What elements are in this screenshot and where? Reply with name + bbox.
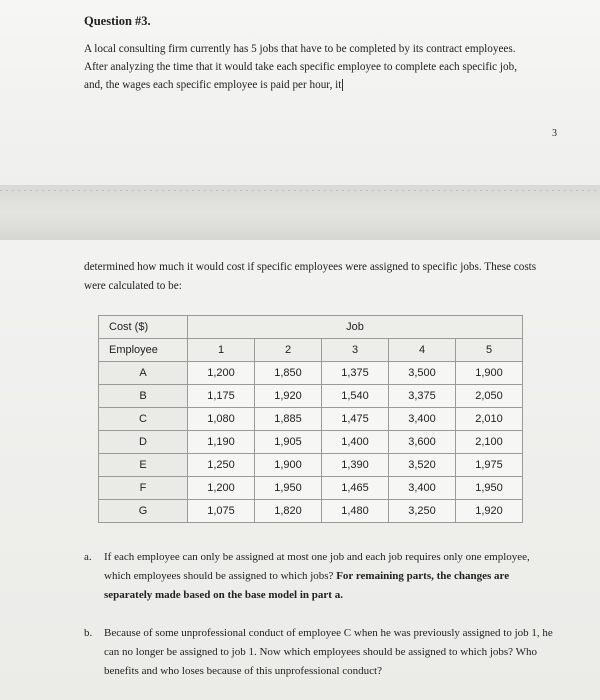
part-a-body bbox=[104, 548, 554, 605]
employee-label: E bbox=[99, 454, 188, 477]
question-intro bbox=[84, 40, 534, 94]
cost-cell: 3,400 bbox=[389, 477, 456, 500]
table-row bbox=[99, 477, 523, 500]
employee-label: B bbox=[99, 385, 188, 408]
cost-cell: 3,600 bbox=[389, 431, 456, 454]
table-row bbox=[99, 385, 523, 408]
cost-cell: 1,905 bbox=[255, 431, 322, 454]
part-b bbox=[84, 624, 554, 681]
cost-cell: 1,475 bbox=[322, 408, 389, 431]
employee-label: C bbox=[99, 408, 188, 431]
question-title: Question #3. bbox=[84, 14, 151, 28]
cost-cell: 1,480 bbox=[322, 500, 389, 523]
cost-cell: 2,050 bbox=[456, 385, 523, 408]
job-numbers-row bbox=[99, 339, 523, 362]
part-a-bold-note: For remaining parts, the changes are separately made based on the base model in part a. bbox=[104, 570, 510, 601]
job-number-header: 2 bbox=[255, 339, 322, 362]
job-group-header: Job bbox=[188, 316, 523, 339]
cost-cell: 1,540 bbox=[322, 385, 389, 408]
cost-cell: 1,250 bbox=[188, 454, 255, 477]
job-number-header: 4 bbox=[389, 339, 456, 362]
table-row bbox=[99, 500, 523, 523]
table-row bbox=[99, 362, 523, 385]
job-number-header: 1 bbox=[188, 339, 255, 362]
table-row bbox=[99, 431, 523, 454]
job-number-header: 3 bbox=[322, 339, 389, 362]
cost-cell: 2,100 bbox=[456, 431, 523, 454]
cost-cell: 1,175 bbox=[188, 385, 255, 408]
question-continuation: determined how much it would cost if specific employees were assigned to specific jobs. These costs were calculated to be: bbox=[84, 261, 537, 292]
cost-cell: 3,520 bbox=[389, 454, 456, 477]
cost-cell: 3,400 bbox=[389, 408, 456, 431]
cost-cell: 1,400 bbox=[322, 431, 389, 454]
page-number: 3 bbox=[552, 128, 557, 139]
employee-label: A bbox=[99, 362, 188, 385]
table-row bbox=[99, 454, 523, 477]
cost-cell: 1,920 bbox=[255, 385, 322, 408]
job-number-header: 5 bbox=[456, 339, 523, 362]
row-header-label: Employee bbox=[99, 339, 188, 362]
cost-cell: 1,950 bbox=[456, 477, 523, 500]
employee-label: G bbox=[99, 500, 188, 523]
part-a-text: If each employee can only be assigned at most one job and each job requires only one employee, which employees should be assigned to which jobs? bbox=[104, 551, 530, 582]
cost-cell: 1,465 bbox=[322, 477, 389, 500]
question-intro-text: A local consulting firm currently has 5 jobs that have to be completed by its contract employees. After analyzing the time that it would take each specific employee to complete each specific job, and, the wages each specific employee is paid per hour, it bbox=[84, 43, 518, 91]
cost-cell: 3,500 bbox=[389, 362, 456, 385]
text-cursor bbox=[342, 79, 343, 91]
corner-label: Cost ($) bbox=[99, 316, 188, 339]
cost-cell: 1,920 bbox=[456, 500, 523, 523]
part-a-marker: a. bbox=[84, 551, 92, 563]
cost-cell: 1,975 bbox=[456, 454, 523, 477]
cost-cell: 1,080 bbox=[188, 408, 255, 431]
cost-cell: 1,820 bbox=[255, 500, 322, 523]
cost-cell: 3,375 bbox=[389, 385, 456, 408]
cost-cell: 1,390 bbox=[322, 454, 389, 477]
cost-table bbox=[98, 315, 523, 523]
employee-label: D bbox=[99, 431, 188, 454]
part-a bbox=[84, 548, 554, 605]
cost-cell: 1,900 bbox=[456, 362, 523, 385]
page-gap bbox=[0, 185, 600, 240]
cost-cell: 1,885 bbox=[255, 408, 322, 431]
part-b-text: Because of some unprofessional conduct of employee C when he was previously assigned to job 1, he can no longer be assigned to job 1. Now which employees should be assigned to which jobs? Who benefits and who loses because of this unprofessional conduct? bbox=[104, 627, 553, 677]
cost-cell: 1,075 bbox=[188, 500, 255, 523]
table-header-row bbox=[99, 316, 523, 339]
cost-cell: 1,900 bbox=[255, 454, 322, 477]
cost-cell: 1,950 bbox=[255, 477, 322, 500]
cost-cell: 1,375 bbox=[322, 362, 389, 385]
cost-cell: 1,850 bbox=[255, 362, 322, 385]
part-b-marker: b. bbox=[84, 627, 93, 639]
cost-cell: 1,190 bbox=[188, 431, 255, 454]
cost-cell: 1,200 bbox=[188, 477, 255, 500]
cost-cell: 3,250 bbox=[389, 500, 456, 523]
employee-label: F bbox=[99, 477, 188, 500]
cost-cell: 1,200 bbox=[188, 362, 255, 385]
cost-cell: 2,010 bbox=[456, 408, 523, 431]
table-row bbox=[99, 408, 523, 431]
